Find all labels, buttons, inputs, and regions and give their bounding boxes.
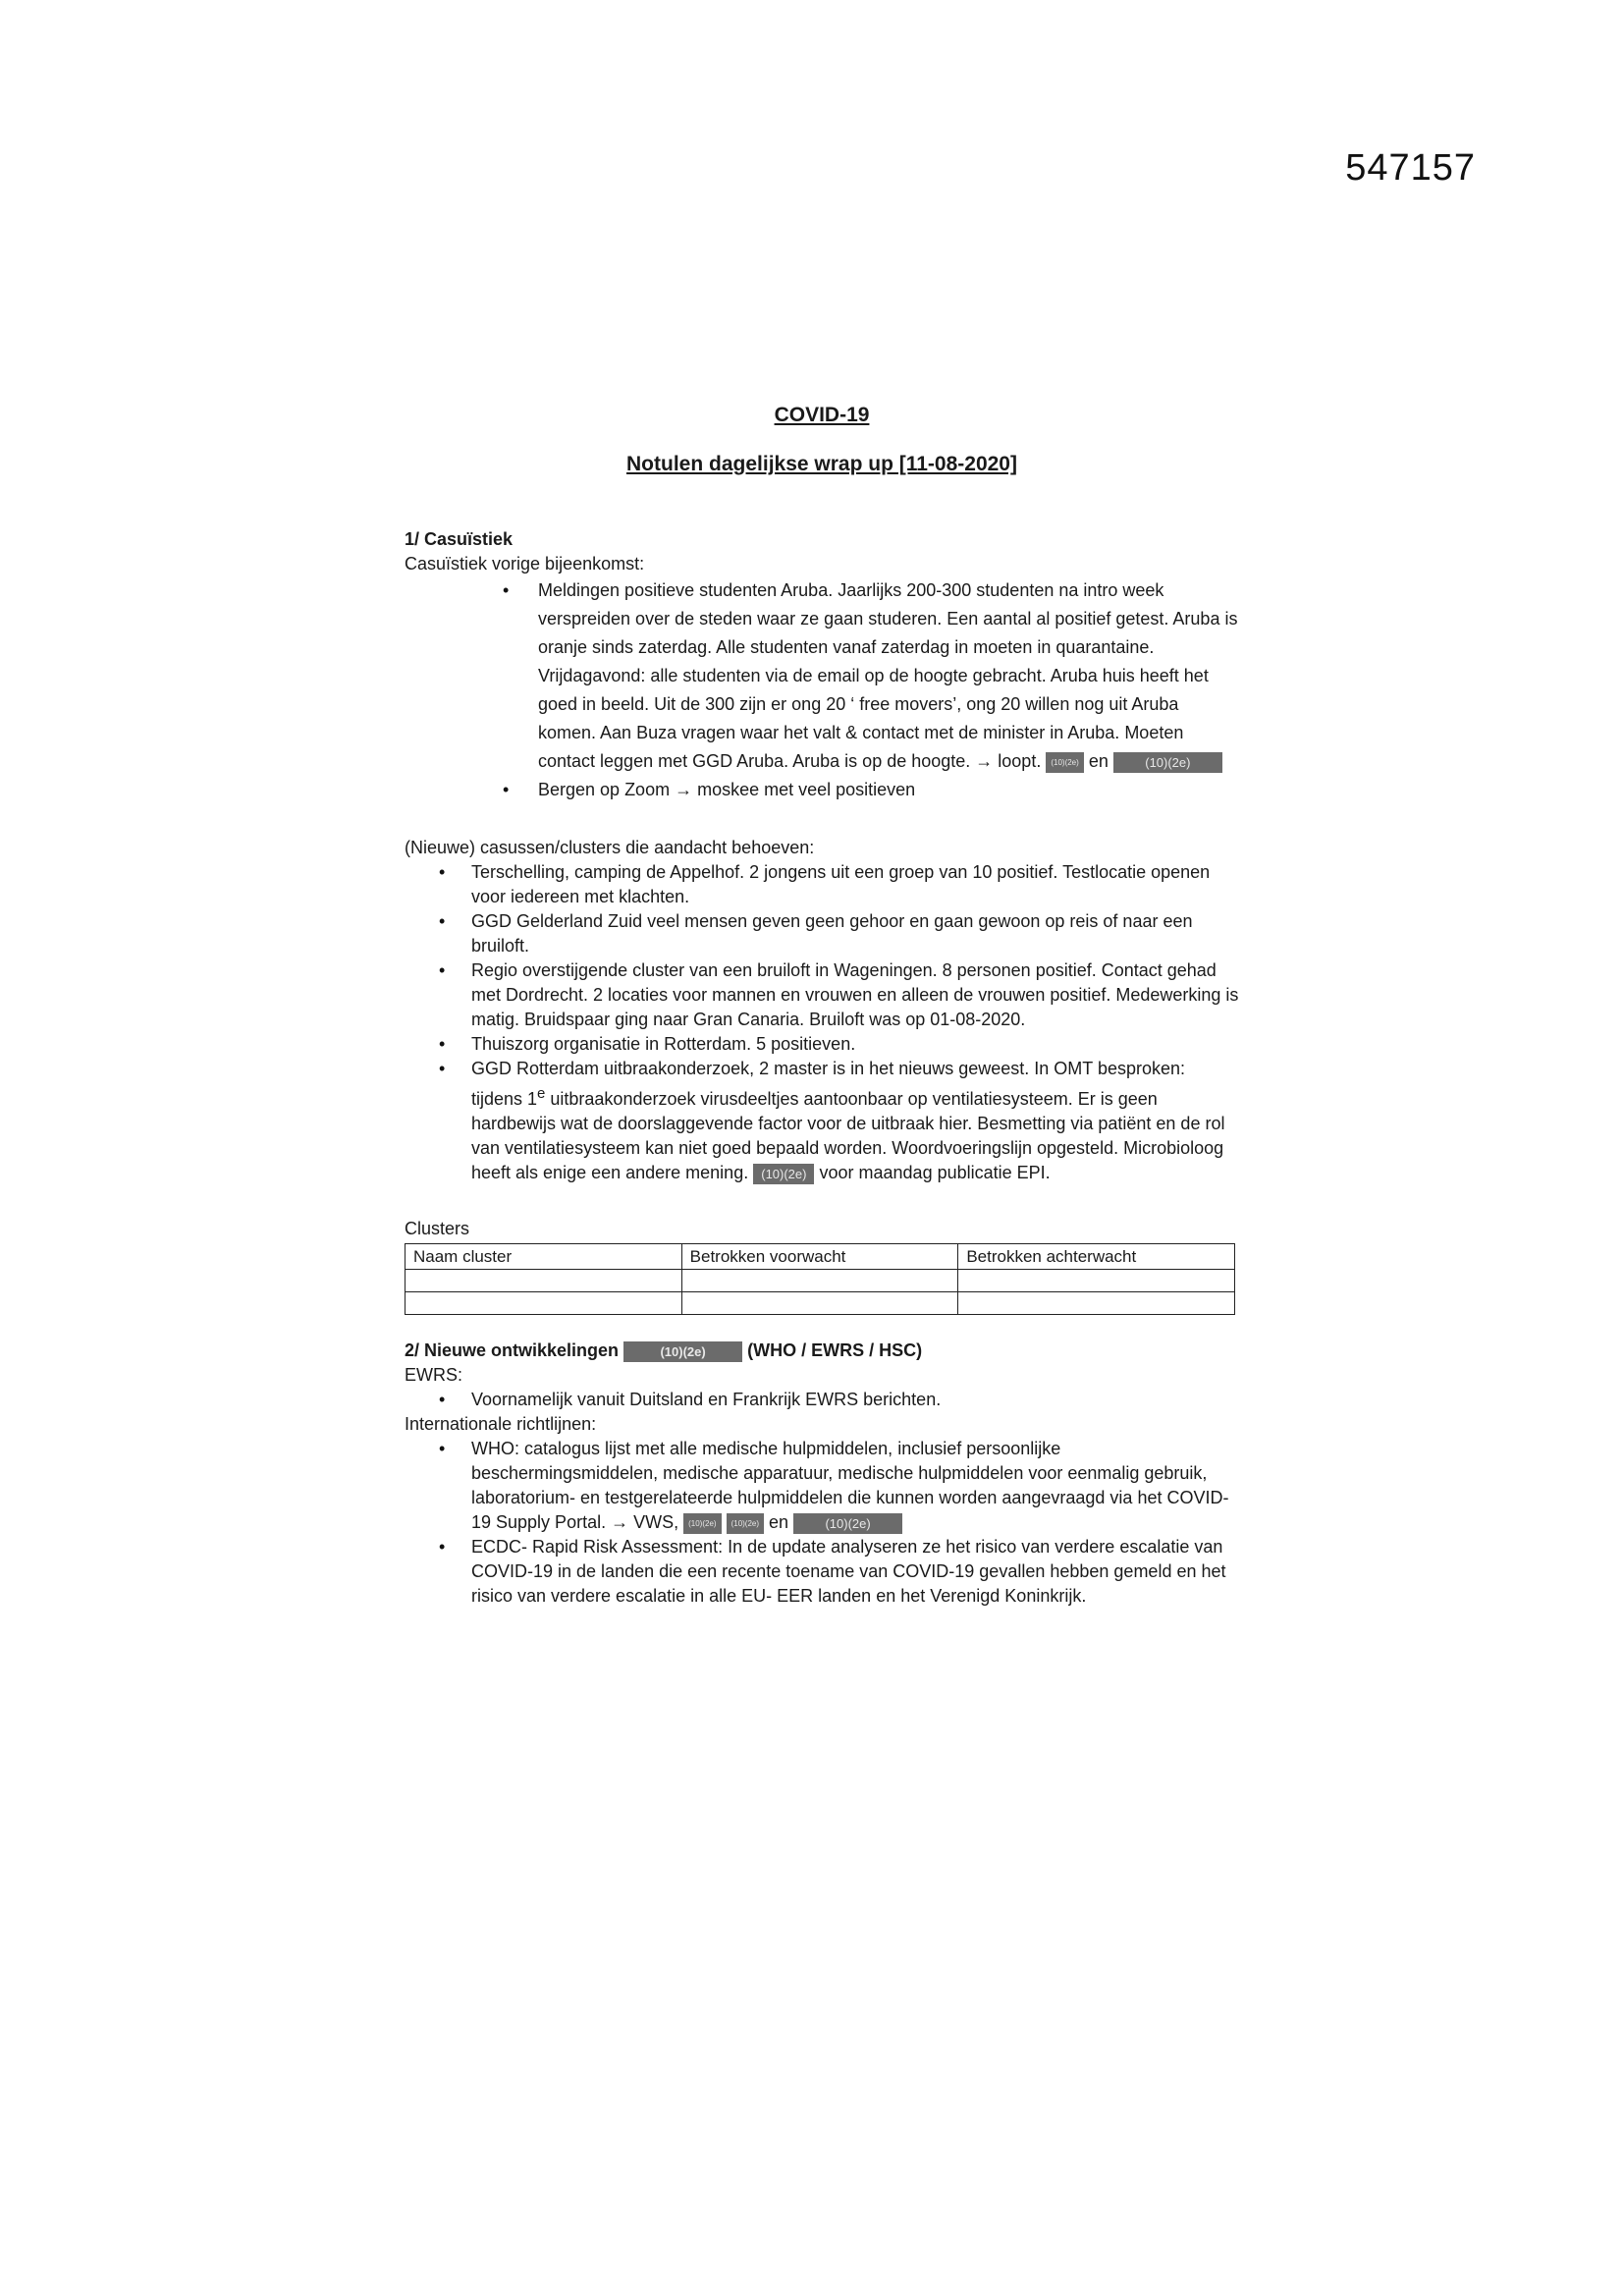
list-item: • Voornamelijk vanuit Duitsland en Frankrijk EWRS berichten.	[405, 1388, 1239, 1412]
table-cell	[406, 1270, 682, 1292]
joiner-text: en	[1088, 751, 1109, 771]
aruba-item-text: Meldingen positieve studenten Aruba. Jaarlijks 200-300 studenten na intro week verspreiden over de steden waar ze gaan studeren. Een aantal al positief getest. Aruba is oranje sinds zaterdag. Alle studenten vanaf zaterdag in moeten in quarantaine. Vrijdagavond: alle studenten via de email op de hoogte gebracht. Aruba huis heeft het goed in beeld. Uit de 300 zijn er ong 20 ‘ free movers’, ong 20 willen nog uit Aruba komen. Aan Buza vragen waar het valt & contact met de minister in Aruba. Moeten contact leggen met GGD Aruba. Aruba is op de hoogte. → loopt.	[538, 580, 1238, 771]
table-cell	[958, 1270, 1235, 1292]
table-cell	[681, 1270, 958, 1292]
redaction-box: (10)(2e)	[753, 1164, 814, 1184]
table-cell	[406, 1292, 682, 1315]
list-item	[405, 1057, 1239, 1185]
table-row	[406, 1244, 1235, 1270]
table-header-cell: Betrokken achterwacht	[958, 1244, 1235, 1270]
redaction-box: (10)(2e)	[793, 1513, 902, 1534]
table-header-cell: Naam cluster	[406, 1244, 682, 1270]
table-cell	[681, 1292, 958, 1315]
section-2-heading	[405, 1339, 1239, 1363]
table-row	[406, 1292, 1235, 1315]
document-subtitle: Notulen dagelijkse wrap up [11-08-2020]	[626, 453, 1017, 475]
section-2-heading-end: (WHO / EWRS / HSC)	[747, 1340, 923, 1360]
document-body	[405, 403, 1239, 1609]
new-cases-label: (Nieuwe) casussen/clusters die aandacht behoeven:	[405, 838, 815, 857]
bergen-item-text: Bergen op Zoom → moskee met veel positieven	[538, 780, 916, 799]
redaction-box: (10)(2e)	[727, 1513, 764, 1534]
superscript-e: e	[537, 1085, 546, 1102]
list-item	[405, 1437, 1239, 1535]
document-number: 547157	[1345, 147, 1476, 189]
table-cell	[958, 1292, 1235, 1315]
table-header-cell: Betrokken voorwacht	[681, 1244, 958, 1270]
redaction-box: (10)(2e)	[623, 1341, 742, 1362]
clusters-label: Clusters	[405, 1219, 470, 1238]
previous-cases-label: Casuïstiek vorige bijeenkomst:	[405, 554, 645, 574]
who-item-text: WHO: catalogus lijst met alle medische hulpmiddelen, inclusief persoonlijke beschermingsmiddelen, medische apparatuur, medische hulpmiddelen voor eenmalig gebruik, laboratorium- en testgerelateerde hulpmiddelen die kunnen worden aangevraagd via het COVID-19 Supply Portal. → VWS,	[471, 1439, 1229, 1532]
list-item: • Regio overstijgende cluster van een bruiloft in Wageningen. 8 personen positief. Contact gehad met Dordrecht. 2 locaties voor mannen en vrouwen en alleen de vrouwen positief. Medewerking is matig. Bruidspaar ging naar Gran Canaria. Bruiloft was op 01-08-2020.	[405, 958, 1239, 1032]
list-item: • Thuiszorg organisatie in Rotterdam. 5 positieven.	[405, 1032, 1239, 1057]
redaction-box: (10)(2e)	[1113, 752, 1222, 773]
rotterdam-text-2: uitbraakonderzoek virusdeeltjes aantoonbaar op ventilatiesysteem. Er is geen hardbewijs wat de doorslaggevende factor voor de uitbraak hier. Besmetting via patiënt en de rol van ventilatiesysteem kan niet goed bepaald worden. Woordvoeringslijn opgesteld. Microbioloog heeft als enige een andere mening.	[471, 1089, 1225, 1182]
ewrs-label: EWRS:	[405, 1365, 463, 1385]
list-item	[405, 576, 1239, 776]
list-item: • Terschelling, camping de Appelhof. 2 jongens uit een groep van 10 positief. Testlocatie openen voor iedereen met klachten.	[405, 860, 1239, 909]
new-cases-list	[405, 860, 1239, 1185]
list-item	[405, 776, 1239, 804]
table-row	[406, 1270, 1235, 1292]
document-title: COVID-19	[774, 404, 870, 426]
section-1-heading: 1/ Casuïstiek	[405, 529, 514, 549]
previous-cases-list	[405, 576, 1239, 804]
rotterdam-text-1: GGD Rotterdam uitbraakonderzoek, 2 master is in het nieuws geweest. In OMT besproken: tijdens 1	[471, 1059, 1186, 1109]
joiner-text: en	[769, 1512, 789, 1532]
list-item: • ECDC- Rapid Risk Assessment: In de update analyseren ze het risico van verdere escalatie van COVID-19 in de landen die een recente toename van COVID-19 gevallen hebben gemeld en het risico van verdere escalatie in alle EU- EER landen en het Verenigd Koninkrijk.	[405, 1535, 1239, 1609]
international-guidelines-list	[405, 1437, 1239, 1609]
clusters-table	[405, 1243, 1235, 1315]
list-item: • GGD Gelderland Zuid veel mensen geven geen gehoor en gaan gewoon op reis of naar een bruiloft.	[405, 909, 1239, 958]
international-guidelines-label: Internationale richtlijnen:	[405, 1414, 597, 1434]
redaction-box: (10)(2e)	[1046, 752, 1083, 773]
ewrs-list	[405, 1388, 1239, 1412]
redaction-box: (10)(2e)	[683, 1513, 721, 1534]
rotterdam-text-3: voor maandag publicatie EPI.	[819, 1163, 1051, 1182]
section-2-heading-start: 2/ Nieuwe ontwikkelingen	[405, 1340, 620, 1360]
